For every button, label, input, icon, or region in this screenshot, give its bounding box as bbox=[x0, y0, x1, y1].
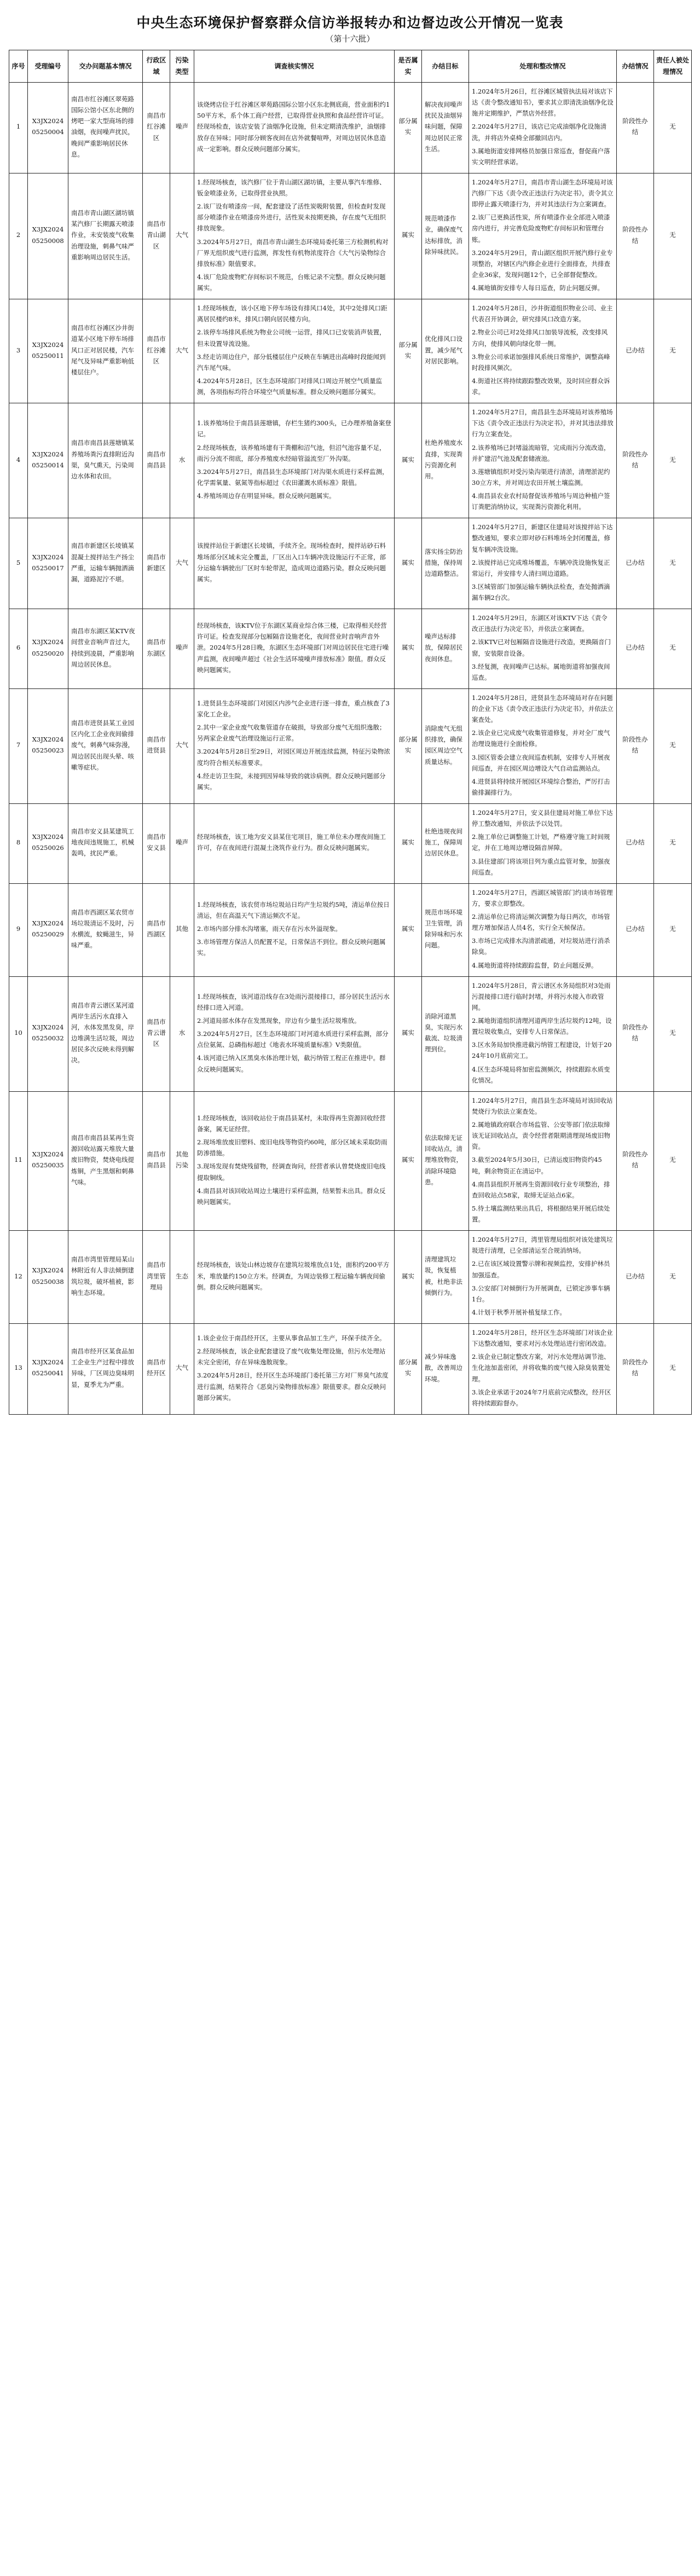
header-region: 行政区域 bbox=[143, 50, 170, 83]
document-title: 中央生态环境保护督察群众信访举报转办和边督边改公开情况一览表 bbox=[136, 15, 564, 31]
row-goal: 解决夜间噪声扰民及油烟异味问题，保障周边居民正常生活。 bbox=[422, 83, 469, 173]
row-verified: 属实 bbox=[395, 1091, 422, 1230]
row-progress: 1.2024年5月28日，青云谱区水务局组织对3处雨污混接排口进行临时封堵，并将污水接入市政管网。 2.属地街道组织清理河道两岸生活垃圾约12吨，设置垃圾收集点，安排专人日常保洁。 3.区水务局加快推进截污纳管工程建设，计划于2024年10月底前完工。 4.区生态环境局将加密监测频次，持续跟踪水质变化情况。 bbox=[469, 976, 617, 1091]
row-status: 已办结 bbox=[617, 518, 654, 609]
table-row bbox=[9, 883, 692, 976]
row-code: X3JX202405250004 bbox=[28, 83, 68, 173]
row-investigation: 1.进贤县生态环境部门对园区内涉气企业进行逐一排查，重点核查了3家化工企业。 2.其中一家企业废气收集管道存在破损，导致部分废气无组织逸散；另两家企业废气治理设施运行正常。 3.2024年5月28日至29日，对园区周边开展连续监测，特征污染物浓度均符合相关标准要求。 4.经走访卫生院，未接到因异味导致的就诊病例。群众反映问题部分属实。 bbox=[194, 688, 395, 803]
table-row bbox=[9, 1324, 692, 1415]
table-row bbox=[9, 688, 692, 803]
row-ptype: 其他污染 bbox=[170, 1091, 194, 1230]
row-code: X3JX202405250032 bbox=[28, 976, 68, 1091]
row-code: X3JX202405250008 bbox=[28, 173, 68, 299]
table-row bbox=[9, 804, 692, 884]
row-code: X3JX202405250017 bbox=[28, 518, 68, 609]
row-progress: 1.2024年5月29日，东湖区对该KTV下达《责令改正违法行为决定书》，并依法立案调查。 2.该KTV已对包厢隔音设施进行改造，更换隔音门窗，安装限音设备。 3.经复测，夜间噪声已达标。属地街道将加强夜间巡查。 bbox=[469, 609, 617, 689]
row-issue: 南昌市红谷滩区沙井街道某小区地下停车场排风口正对居民楼，汽车尾气及异味严重影响低楼层住户。 bbox=[68, 299, 143, 403]
table-row bbox=[9, 976, 692, 1091]
row-seq: 2 bbox=[9, 173, 28, 299]
row-goal: 消除河道黑臭，实现污水截流、垃圾清理到位。 bbox=[422, 976, 469, 1091]
header-seq: 序号 bbox=[9, 50, 28, 83]
row-accountability: 无 bbox=[654, 804, 692, 884]
row-progress: 1.2024年5月27日，安义县住建局对施工单位下达停工整改通知，并依法予以处罚。 2.施工单位已调整施工计划，严格遵守施工时间规定，并在工地周边增设隔音屏障。 3.县住建部门将该项目列为重点监管对象，加强夜间巡查。 bbox=[469, 804, 617, 884]
row-ptype: 噪声 bbox=[170, 609, 194, 689]
row-verified: 部分属实 bbox=[395, 1324, 422, 1415]
row-accountability: 无 bbox=[654, 518, 692, 609]
row-verified: 属实 bbox=[395, 1231, 422, 1324]
row-region: 南昌市经开区 bbox=[143, 1324, 170, 1415]
row-status: 阶段性办结 bbox=[617, 403, 654, 518]
row-issue: 南昌市南昌县某再生资源回收站露天堆放大量废旧物资，焚烧电线提炼铜，产生黑烟和刺鼻气味。 bbox=[68, 1091, 143, 1230]
row-investigation: 1.经现场核查，该汽修厂位于青山湖区湖坊镇，主要从事汽车维修、钣金喷漆业务，已取得营业执照。 2.该厂设有喷漆房一间，配套建设了活性炭吸附装置，但检查时发现部分喷漆作业在喷漆房外进行，活性炭未按期更换，存在废气无组织排放现象。 3.2024年5月27日，南昌市青山湖生态环境局委托第三方检测机构对厂界无组织废气进行监测，挥发性有机物浓度符合《大气污染物综合排放标准》限值要求。 4.该厂危险废物贮存间标识不规范，台账记录不完整。群众反映问题属实。 bbox=[194, 173, 395, 299]
row-accountability: 无 bbox=[654, 299, 692, 403]
header-code: 受理编号 bbox=[28, 50, 68, 83]
row-progress: 1.2024年5月27日，新建区住建局对该搅拌站下达整改通知，要求立即对砂石料堆场全封闭覆盖，修复车辆冲洗设施。 2.该搅拌站已完成堆场覆盖，车辆冲洗设施恢复正常运行，并安排专人清扫周边道路。 3.区城管部门加强运输车辆执法检查，查处抛洒滴漏车辆2台次。 bbox=[469, 518, 617, 609]
header-status: 办结情况 bbox=[617, 50, 654, 83]
row-code: X3JX202405250011 bbox=[28, 299, 68, 403]
row-issue: 南昌市青云谱区某河道两岸生活污水直排入河，水体发黑发臭，岸边堆满生活垃圾，周边居民多次反映未得到解决。 bbox=[68, 976, 143, 1091]
row-region: 南昌市安义县 bbox=[143, 804, 170, 884]
table-row bbox=[9, 299, 692, 403]
row-accountability: 无 bbox=[654, 1324, 692, 1415]
row-verified: 属实 bbox=[395, 976, 422, 1091]
row-investigation: 经现场核查，该处山林边坡存在建筑垃圾堆放点1处，面积约200平方米，堆放量约150立方米。经调查，为周边装修工程运输车辆夜间偷倒。群众反映问题属实。 bbox=[194, 1231, 395, 1324]
row-progress: 1.2024年5月27日，南昌县生态环境局对该养殖场下达《责令改正违法行为决定书》，并对其违法排放行为立案查处。 2.该养殖场已封堵溢流暗管，完成雨污分流改造，并扩建沼气池及配套储液池。 3.莲塘镇组织对受污染沟渠进行清淤，清理淤泥约30立方米，并对周边农田开展土壤监测。 4.南昌县农业农村局督促该养殖场与周边种植户签订粪肥消纳协议，实现粪污资源化利用。 bbox=[469, 403, 617, 518]
row-issue: 南昌市西湖区某农贸市场垃圾清运不及时，污水横流，蚊蝇滋生，异味严重。 bbox=[68, 883, 143, 976]
header-verified: 是否属实 bbox=[395, 50, 422, 83]
row-seq: 4 bbox=[9, 403, 28, 518]
row-ptype: 大气 bbox=[170, 518, 194, 609]
row-verified: 属实 bbox=[395, 403, 422, 518]
table-row bbox=[9, 518, 692, 609]
row-ptype: 大气 bbox=[170, 173, 194, 299]
header-ptype: 污染类型 bbox=[170, 50, 194, 83]
row-seq: 8 bbox=[9, 804, 28, 884]
row-goal: 规范喷漆作业，确保废气达标排放，消除异味扰民。 bbox=[422, 173, 469, 299]
row-status: 阶段性办结 bbox=[617, 688, 654, 803]
row-status: 已办结 bbox=[617, 1231, 654, 1324]
row-goal: 噪声达标排放，保障居民夜间休息。 bbox=[422, 609, 469, 689]
row-investigation: 1.经现场核查，该回收站位于南昌县某村，未取得再生资源回收经营备案，属无证经营。 2.现场堆放废旧塑料、废旧电线等物资约60吨，部分区域未采取防雨防渗措施。 3.现场发现有焚烧残留物，经调查询问，经营者承认曾焚烧废旧电线提取铜线。 4.南昌县对该回收站周边土壤进行采样监测，结果暂未出具。群众反映问题属实。 bbox=[194, 1091, 395, 1230]
row-investigation: 经现场核查，该KTV位于东湖区某商业综合体三楼，已取得相关经营许可证。检查发现部分包厢隔音设施老化，夜间营业时音响声音外泄。2024年5月28日晚，东湖区生态环境部门对周边居民住宅进行噪声监测，夜间噪声超过《社会生活环境噪声排放标准》限值。群众反映问题属实。 bbox=[194, 609, 395, 689]
row-status: 已办结 bbox=[617, 299, 654, 403]
table-row bbox=[9, 403, 692, 518]
row-issue: 南昌市红谷滩区翠苑路国际公馆小区东北侧的烤吧一家大型商场的排油烟，夜间噪声扰民，晚间严重影响居民休息。 bbox=[68, 83, 143, 173]
row-accountability: 无 bbox=[654, 403, 692, 518]
row-region: 南昌市新建区 bbox=[143, 518, 170, 609]
row-verified: 属实 bbox=[395, 173, 422, 299]
row-seq: 13 bbox=[9, 1324, 28, 1415]
row-region: 南昌市红谷滩区 bbox=[143, 83, 170, 173]
row-accountability: 无 bbox=[654, 173, 692, 299]
row-code: X3JX202405250026 bbox=[28, 804, 68, 884]
row-ptype: 大气 bbox=[170, 688, 194, 803]
row-seq: 7 bbox=[9, 688, 28, 803]
row-code: X3JX202405250014 bbox=[28, 403, 68, 518]
row-goal: 落实扬尘防治措施，保持周边道路整洁。 bbox=[422, 518, 469, 609]
row-region: 南昌市南昌县 bbox=[143, 1091, 170, 1230]
row-progress: 1.2024年5月26日，红谷滩区城管执法局对该店下达《责令整改通知书》，要求其立即清洗油烟净化设施并定期维护，严禁店外经营。 2.2024年5月27日，该店已完成油烟净化设施清洗，并将店外桌椅全部撤回店内。 3.属地街道安排网格员加强日常巡查，督促商户落实文明经营承诺。 bbox=[469, 83, 617, 173]
table-row bbox=[9, 1091, 692, 1230]
row-verified: 属实 bbox=[395, 609, 422, 689]
row-ptype: 噪声 bbox=[170, 83, 194, 173]
row-verified: 属实 bbox=[395, 518, 422, 609]
row-progress: 1.2024年5月27日，南昌市青山湖生态环境局对该汽修厂下达《责令改正违法行为决定书》，责令其立即停止露天喷漆行为，并对其违法行为立案调查。 2.该厂已更换活性炭，所有喷漆作业全部进入喷漆房内进行，并完善危险废物贮存间标识和管理台账。 3.2024年5月29日，青山湖区组织开展汽修行业专项整治，对辖区内汽修企业进行全面排查，共排查企业36家，发现问题12个，已全部督促整改。 4.属地镇街安排专人每日巡查，防止问题反弹。 bbox=[469, 173, 617, 299]
row-issue: 南昌市经开区某食品加工企业生产过程中排放异味，厂区周边臭味明显，夏季尤为严重。 bbox=[68, 1324, 143, 1415]
row-seq: 9 bbox=[9, 883, 28, 976]
table-row bbox=[9, 173, 692, 299]
table-row bbox=[9, 83, 692, 173]
row-progress: 1.2024年5月28日，进贤县生态环境局对存在问题的企业下达《责令改正违法行为决定书》，并依法立案查处。 2.该企业已完成废气收集管道修复，并对全厂废气治理设施进行全面检修。 3.园区管委会建立夜间巡查机制，安排专人开展夜间巡查，并在园区周边增设大气自动监测站点。 4.进贤县将持续开展园区环境综合整治，严厉打击偷排漏排行为。 bbox=[469, 688, 617, 803]
row-goal: 依法取缔无证回收站点，清理堆放物资，消除环境隐患。 bbox=[422, 1091, 469, 1230]
row-goal: 清理建筑垃圾，恢复植被，杜绝非法倾倒行为。 bbox=[422, 1231, 469, 1324]
row-accountability: 无 bbox=[654, 1231, 692, 1324]
row-progress: 1.2024年5月28日，沙井街道组织物业公司、业主代表召开协调会，研究排风口改造方案。 2.物业公司已对2处排风口加装导流板，改变排风方向，使排风朝向绿化带一侧。 3.物业公司承诺加强排风系统日常维护，调整高峰时段排风频次。 4.街道社区将持续跟踪整改效果，及时回应群众诉求。 bbox=[469, 299, 617, 403]
row-accountability: 无 bbox=[654, 976, 692, 1091]
row-issue: 南昌市湾里管理局某山林附近有人非法倾倒建筑垃圾，破坏植被，影响生态环境。 bbox=[68, 1231, 143, 1324]
row-investigation: 经现场核查，该工地为安义县某住宅项目，施工单位未办理夜间施工许可，存在夜间进行混凝土浇筑作业行为。群众反映问题属实。 bbox=[194, 804, 395, 884]
row-verified: 属实 bbox=[395, 883, 422, 976]
row-region: 南昌市青云谱区 bbox=[143, 976, 170, 1091]
row-code: X3JX202405250020 bbox=[28, 609, 68, 689]
row-seq: 5 bbox=[9, 518, 28, 609]
row-goal: 减少异味逸散，改善周边环境。 bbox=[422, 1324, 469, 1415]
row-issue: 南昌市新建区长堎镇某混凝土搅拌站生产扬尘严重，运输车辆抛洒滴漏，道路泥泞不堪。 bbox=[68, 518, 143, 609]
row-issue: 南昌市南昌县莲塘镇某养殖场粪污直排附近沟渠，臭气熏天，污染周边水体和农田。 bbox=[68, 403, 143, 518]
row-goal: 消除废气无组织排放，确保园区周边空气质量达标。 bbox=[422, 688, 469, 803]
row-status: 阶段性办结 bbox=[617, 976, 654, 1091]
row-accountability: 无 bbox=[654, 1091, 692, 1230]
row-status: 已办结 bbox=[617, 804, 654, 884]
row-investigation: 1.经现场核查，该河道沿线存在3处雨污混接排口，部分居民生活污水经排口进入河道。 2.河道局部水体存在发黑现象，岸边有少量生活垃圾堆放。 3.2024年5月27日，区生态环境部门对河道水质进行采样监测，部分点位氨氮、总磷指标超过《地表水环境质量标准》V类限值。 4.该河道已纳入区黑臭水体治理计划，截污纳管工程正在推进中。群众反映问题属实。 bbox=[194, 976, 395, 1091]
row-ptype: 其他 bbox=[170, 883, 194, 976]
row-ptype: 大气 bbox=[170, 1324, 194, 1415]
row-investigation: 1.该企业位于南昌经开区，主要从事食品加工生产，环保手续齐全。 2.经现场核查，该企业配套建设了废气收集处理设施，但污水处理站未完全密闭，存在异味逸散现象。 3.2024年5月28日，经开区生态环境部门委托第三方对厂界臭气浓度进行监测，结果符合《恶臭污染物排放标准》限值要求。群众反映问题部分属实。 bbox=[194, 1324, 395, 1415]
row-seq: 3 bbox=[9, 299, 28, 403]
row-issue: 南昌市安义县某建筑工地夜间违规施工，机械轰鸣，扰民严重。 bbox=[68, 804, 143, 884]
row-accountability: 无 bbox=[654, 609, 692, 689]
row-code: X3JX202405250041 bbox=[28, 1324, 68, 1415]
header-accountability: 责任人被处理情况 bbox=[654, 50, 692, 83]
row-verified: 部分属实 bbox=[395, 83, 422, 173]
row-status: 阶段性办结 bbox=[617, 173, 654, 299]
disclosure-table bbox=[9, 50, 692, 1415]
row-verified: 部分属实 bbox=[395, 688, 422, 803]
row-goal: 规范市场环境卫生管理，消除异味和污水问题。 bbox=[422, 883, 469, 976]
row-accountability: 无 bbox=[654, 83, 692, 173]
row-progress: 1.2024年5月28日，经开区生态环境部门对该企业下达整改通知，要求对污水处理站进行密闭改造。 2.该企业已制定整改方案，对污水处理站调节池、生化池加盖密闭，并将收集的废气接入除臭装置处理。 3.该企业承诺于2024年7月底前完成整改，经开区将持续跟踪督办。 bbox=[469, 1324, 617, 1415]
row-investigation: 1.经现场核查，该农贸市场垃圾站日均产生垃圾约5吨，清运单位按日清运，但在高温天气下清运频次不足。 2.市场内部分排水沟堵塞，雨天存在污水外溢现象。 3.市场管理方保洁人员配置不足，日常保洁不到位。群众反映问题属实。 bbox=[194, 883, 395, 976]
row-progress: 1.2024年5月27日，湾里管理局组织对该处建筑垃圾进行清理，已全部清运至合规消纳场。 2.已在该区域设置警示牌和视频监控，安排护林员加强巡查。 3.公安部门对倾倒行为开展调查，已锁定涉事车辆1台。 4.计划于秋季开展补植复绿工作。 bbox=[469, 1231, 617, 1324]
table-row bbox=[9, 1231, 692, 1324]
row-code: X3JX202405250029 bbox=[28, 883, 68, 976]
row-code: X3JX202405250035 bbox=[28, 1091, 68, 1230]
table-header-row bbox=[9, 50, 692, 83]
row-region: 南昌市东湖区 bbox=[143, 609, 170, 689]
row-investigation: 该搅拌站位于新建区长堎镇，手续齐全。现场检查时，搅拌站砂石料堆场部分区域未完全覆盖，厂区出入口车辆冲洗设施运行不正常，部分运输车辆驶出厂区时车轮带泥，造成周边道路污染。群众反映问题属实。 bbox=[194, 518, 395, 609]
row-goal: 杜绝养殖废水直排，实现粪污资源化利用。 bbox=[422, 403, 469, 518]
row-status: 已办结 bbox=[617, 883, 654, 976]
row-region: 南昌市青山湖区 bbox=[143, 173, 170, 299]
row-ptype: 生态 bbox=[170, 1231, 194, 1324]
row-seq: 12 bbox=[9, 1231, 28, 1324]
row-investigation: 1.经现场核查，该小区地下停车场设有排风口4处，其中2处排风口距离居民楼约8米，排风口朝向居民楼方向。 2.该停车场排风系统为物业公司统一运营，排风口已安装消声装置，但未设置导流设施。 3.经走访周边住户，部分低楼层住户反映在车辆进出高峰时段能闻到汽车尾气味。 4.2024年5月28日，区生态环境部门对排风口周边开展空气质量监测，各项指标均符合环境空气质量标准。群众反映问题部分属实。 bbox=[194, 299, 395, 403]
row-investigation: 该烧烤店位于红谷滩区翠苑路国际公馆小区东北侧底商，营业面积约150平方米，系个体工商户经营，已取得营业执照和食品经营许可证。经现场检查，该店安装了油烟净化设施，但未定期清洗维护，油烟排放存在异味；同时部分顾客夜间在店外就餐喧哗，对周边居民休息造成一定影响。群众反映问题部分属实。 bbox=[194, 83, 395, 173]
header-issue: 交办问题基本情况 bbox=[68, 50, 143, 83]
row-accountability: 无 bbox=[654, 883, 692, 976]
row-verified: 部分属实 bbox=[395, 299, 422, 403]
row-status: 阶段性办结 bbox=[617, 1091, 654, 1230]
row-ptype: 水 bbox=[170, 403, 194, 518]
row-region: 南昌市西湖区 bbox=[143, 883, 170, 976]
row-region: 南昌市南昌县 bbox=[143, 403, 170, 518]
row-progress: 1.2024年5月27日，西湖区城管部门约谈市场管理方，要求立即整改。 2.清运单位已将清运频次调整为每日两次，市场管理方增加保洁人员4名，实行全天候保洁。 3.市场已完成排水沟清淤疏通，对垃圾站进行消杀除臭。 4.属地街道将持续跟踪监督，防止问题反弹。 bbox=[469, 883, 617, 976]
row-seq: 10 bbox=[9, 976, 28, 1091]
row-region: 南昌市红谷滩区 bbox=[143, 299, 170, 403]
row-accountability: 无 bbox=[654, 688, 692, 803]
row-status: 阶段性办结 bbox=[617, 83, 654, 173]
table-row bbox=[9, 609, 692, 689]
row-seq: 6 bbox=[9, 609, 28, 689]
row-issue: 南昌市进贤县某工业园区内化工企业夜间偷排废气，刺鼻气味弥漫，周边居民出现头晕、咳嗽等症状。 bbox=[68, 688, 143, 803]
row-ptype: 噪声 bbox=[170, 804, 194, 884]
row-goal: 优化排风口设置，减少尾气对居民影响。 bbox=[422, 299, 469, 403]
row-code: X3JX202405250023 bbox=[28, 688, 68, 803]
row-code: X3JX202405250038 bbox=[28, 1231, 68, 1324]
row-seq: 1 bbox=[9, 83, 28, 173]
row-ptype: 水 bbox=[170, 976, 194, 1091]
table-body bbox=[9, 83, 692, 1415]
header-progress: 处理和整改情况 bbox=[469, 50, 617, 83]
row-status: 阶段性办结 bbox=[617, 1324, 654, 1415]
document-subtitle: （第十六批） bbox=[325, 34, 375, 44]
row-ptype: 大气 bbox=[170, 299, 194, 403]
row-region: 南昌市湾里管理局 bbox=[143, 1231, 170, 1324]
header-investigation: 调查核实情况 bbox=[194, 50, 395, 83]
row-investigation: 1.该养殖场位于南昌县莲塘镇，存栏生猪约300头，已办理养殖备案登记。 2.经现场核查，该养殖场建有干粪棚和沼气池，但沼气池容量不足，雨污分流不彻底，部分养殖废水经暗管溢流至厂外沟渠。 3.2024年5月27日，南昌县生态环境部门对沟渠水质进行采样监测，化学需氧量、氨氮等指标超过《农田灌溉水质标准》限值。 4.养殖场周边存在明显异味。群众反映问题属实。 bbox=[194, 403, 395, 518]
row-seq: 11 bbox=[9, 1091, 28, 1230]
header-goal: 办结目标 bbox=[422, 50, 469, 83]
row-issue: 南昌市青山湖区湖坊镇某汽修厂长期露天喷漆作业，未安装废气收集治理设施，刺鼻气味严重影响周边居民生活。 bbox=[68, 173, 143, 299]
row-verified: 属实 bbox=[395, 804, 422, 884]
row-region: 南昌市进贤县 bbox=[143, 688, 170, 803]
row-issue: 南昌市东湖区某KTV夜间营业音响声音过大，持续到凌晨，严重影响周边居民休息。 bbox=[68, 609, 143, 689]
row-goal: 杜绝违规夜间施工，保障周边居民休息。 bbox=[422, 804, 469, 884]
row-status: 已办结 bbox=[617, 609, 654, 689]
row-progress: 1.2024年5月27日，南昌县生态环境局对该回收站焚烧行为依法立案查处。 2.属地镇政府联合市场监管、公安等部门依法取缔该无证回收站点，责令经营者限期清理现场废旧物资。 3.截至2024年5月30日，已清运废旧物资约45吨，剩余物资正在清运中。 4.南昌县组织开展再生资源回收行业专项整治，排查回收站点58家，取缔无证站点6家。 5.待土壤监测结果出具后，将根据结果开展后续处置。 bbox=[469, 1091, 617, 1230]
